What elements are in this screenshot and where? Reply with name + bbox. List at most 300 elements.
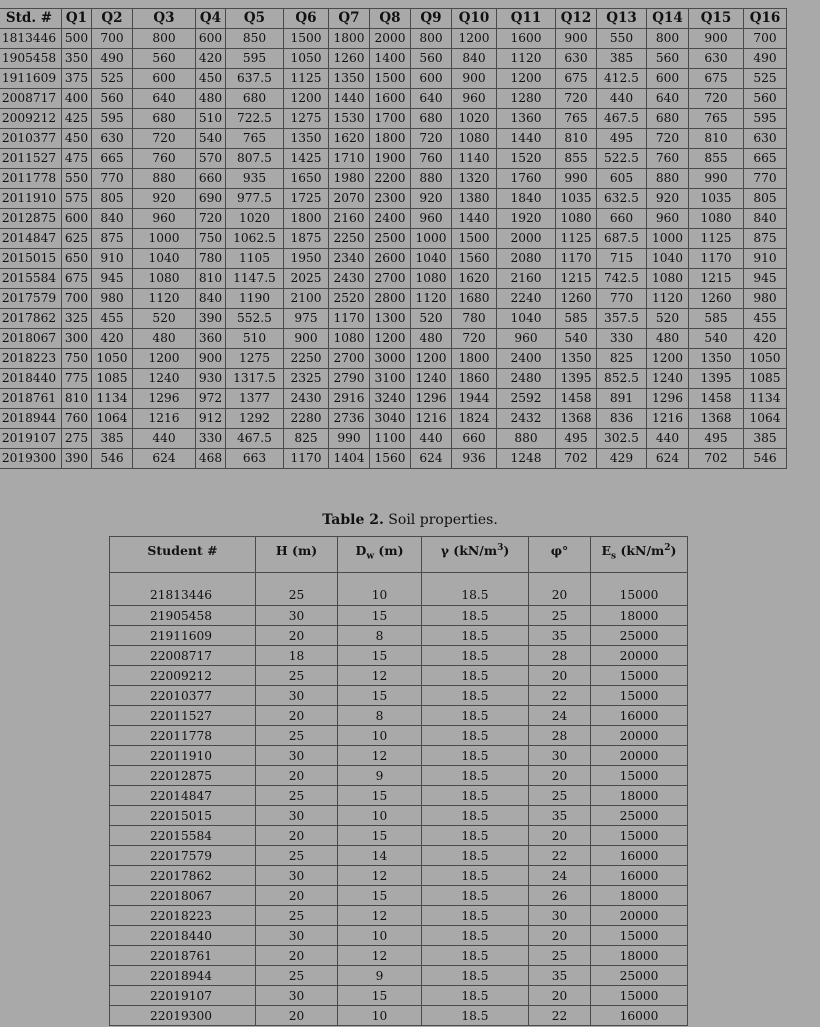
std-number-cell: 2019300 [0, 449, 62, 469]
dw-cell: 10 [338, 1006, 422, 1026]
value-cell: 600 [62, 209, 92, 229]
phi-cell: 35 [529, 626, 591, 646]
value-cell: 1296 [647, 389, 689, 409]
dw-cell: 8 [338, 626, 422, 646]
header-phi: φ° [529, 537, 591, 573]
value-cell: 920 [647, 189, 689, 209]
dw-cell: 15 [338, 986, 422, 1006]
es-cell: 16000 [591, 866, 688, 886]
value-cell: 760 [647, 149, 689, 169]
es-cell: 25000 [591, 806, 688, 826]
value-cell: 1080 [329, 329, 370, 349]
value-cell: 1300 [370, 309, 411, 329]
value-cell: 1440 [497, 129, 556, 149]
table-row [110, 826, 688, 846]
value-cell: 632.5 [597, 189, 647, 209]
value-cell: 1395 [689, 369, 744, 389]
value-cell: 836 [597, 409, 647, 429]
value-cell: 600 [647, 69, 689, 89]
gamma-cell: 18.5 [422, 986, 529, 1006]
gamma-cell: 18.5 [422, 786, 529, 806]
es-cell: 15000 [591, 666, 688, 686]
std-number-cell: 2018067 [0, 329, 62, 349]
value-cell: 510 [196, 109, 226, 129]
value-cell: 385 [744, 429, 787, 449]
value-cell: 1080 [133, 269, 196, 289]
value-cell: 630 [744, 129, 787, 149]
std-number-cell: 1905458 [0, 49, 62, 69]
value-cell: 1064 [92, 409, 133, 429]
std-number-cell: 2011910 [0, 189, 62, 209]
h-cell: 25 [256, 846, 338, 866]
dw-cell: 12 [338, 866, 422, 886]
soil-properties-table [109, 536, 688, 1026]
soil-header-row [110, 537, 688, 573]
value-cell: 1875 [284, 229, 329, 249]
value-cell: 977.5 [226, 189, 284, 209]
phi-cell: 35 [529, 966, 591, 986]
value-cell: 540 [556, 329, 597, 349]
value-cell: 552.5 [226, 309, 284, 329]
value-cell: 852.5 [597, 369, 647, 389]
value-cell: 1900 [370, 149, 411, 169]
value-cell: 1458 [689, 389, 744, 409]
value-cell: 750 [196, 229, 226, 249]
h-cell: 25 [256, 906, 338, 926]
value-cell: 429 [597, 449, 647, 469]
value-cell: 546 [92, 449, 133, 469]
value-cell: 1275 [226, 349, 284, 369]
header-q10: Q10 [452, 9, 497, 29]
table-row [110, 866, 688, 886]
dw-cell: 12 [338, 746, 422, 766]
value-cell: 1125 [556, 229, 597, 249]
value-cell: 440 [647, 429, 689, 449]
value-cell: 935 [226, 169, 284, 189]
value-cell: 637.5 [226, 69, 284, 89]
student-id-cell: 22018440 [110, 926, 256, 946]
value-cell: 875 [744, 229, 787, 249]
value-cell: 720 [133, 129, 196, 149]
h-cell: 30 [256, 866, 338, 886]
loads-header-row [0, 9, 787, 29]
value-cell: 690 [196, 189, 226, 209]
std-number-cell: 2018761 [0, 389, 62, 409]
value-cell: 1200 [452, 29, 497, 49]
table-row [110, 686, 688, 706]
student-id-cell: 22015584 [110, 826, 256, 846]
es-cell: 15000 [591, 686, 688, 706]
h-cell: 25 [256, 966, 338, 986]
soil-table-container [109, 536, 688, 1026]
value-cell: 495 [597, 129, 647, 149]
value-cell: 375 [62, 69, 92, 89]
value-cell: 687.5 [597, 229, 647, 249]
value-cell: 595 [744, 109, 787, 129]
phi-cell: 30 [529, 906, 591, 926]
value-cell: 2240 [497, 289, 556, 309]
gamma-cell: 18.5 [422, 926, 529, 946]
value-cell: 525 [92, 69, 133, 89]
value-cell: 960 [452, 89, 497, 109]
table-row [0, 169, 787, 189]
value-cell: 624 [647, 449, 689, 469]
value-cell: 1710 [329, 149, 370, 169]
value-cell: 1377 [226, 389, 284, 409]
phi-cell: 24 [529, 706, 591, 726]
value-cell: 1292 [226, 409, 284, 429]
value-cell: 920 [133, 189, 196, 209]
value-cell: 1860 [452, 369, 497, 389]
value-cell: 1062.5 [226, 229, 284, 249]
value-cell: 575 [62, 189, 92, 209]
value-cell: 1725 [284, 189, 329, 209]
value-cell: 468 [196, 449, 226, 469]
value-cell: 1350 [329, 69, 370, 89]
value-cell: 1216 [647, 409, 689, 429]
value-cell: 2790 [329, 369, 370, 389]
value-cell: 1404 [329, 449, 370, 469]
header-q12: Q12 [556, 9, 597, 29]
value-cell: 1080 [647, 269, 689, 289]
phi-cell: 28 [529, 726, 591, 746]
h-cell: 25 [256, 786, 338, 806]
value-cell: 3240 [370, 389, 411, 409]
h-cell: 30 [256, 986, 338, 1006]
value-cell: 302.5 [597, 429, 647, 449]
value-cell: 2500 [370, 229, 411, 249]
table-row [0, 369, 787, 389]
student-id-cell: 22009212 [110, 666, 256, 686]
value-cell: 570 [196, 149, 226, 169]
value-cell: 1200 [647, 349, 689, 369]
phi-cell: 22 [529, 1006, 591, 1026]
table-row [110, 926, 688, 946]
student-id-cell: 22011910 [110, 746, 256, 766]
value-cell: 605 [597, 169, 647, 189]
value-cell: 1035 [689, 189, 744, 209]
value-cell: 2700 [329, 349, 370, 369]
table-row [0, 109, 787, 129]
dw-cell: 15 [338, 786, 422, 806]
value-cell: 675 [689, 69, 744, 89]
student-id-cell: 21911609 [110, 626, 256, 646]
student-id-cell: 22018761 [110, 946, 256, 966]
h-cell: 20 [256, 1006, 338, 1026]
value-cell: 900 [452, 69, 497, 89]
value-cell: 840 [92, 209, 133, 229]
value-cell: 972 [196, 389, 226, 409]
phi-cell: 20 [529, 926, 591, 946]
value-cell: 975 [284, 309, 329, 329]
value-cell: 1240 [133, 369, 196, 389]
value-cell: 1120 [497, 49, 556, 69]
es-cell: 20000 [591, 726, 688, 746]
value-cell: 722.5 [226, 109, 284, 129]
value-cell: 1296 [411, 389, 452, 409]
header-q2: Q2 [92, 9, 133, 29]
value-cell: 1248 [497, 449, 556, 469]
value-cell: 425 [62, 109, 92, 129]
value-cell: 440 [597, 89, 647, 109]
dw-cell: 15 [338, 606, 422, 626]
value-cell: 1000 [411, 229, 452, 249]
value-cell: 2480 [497, 369, 556, 389]
value-cell: 600 [411, 69, 452, 89]
header-q14: Q14 [647, 9, 689, 29]
table-row [110, 966, 688, 986]
value-cell: 2300 [370, 189, 411, 209]
student-id-cell: 21813446 [110, 573, 256, 606]
value-cell: 1100 [370, 429, 411, 449]
phi-cell: 20 [529, 766, 591, 786]
value-cell: 945 [744, 269, 787, 289]
table-row [0, 49, 787, 69]
h-cell: 20 [256, 706, 338, 726]
table-row [110, 1006, 688, 1026]
value-cell: 1085 [744, 369, 787, 389]
value-cell: 595 [92, 109, 133, 129]
std-number-cell: 1911609 [0, 69, 62, 89]
value-cell: 350 [62, 49, 92, 69]
std-number-cell: 2018223 [0, 349, 62, 369]
value-cell: 760 [62, 409, 92, 429]
value-cell: 1560 [452, 249, 497, 269]
std-number-cell: 2017579 [0, 289, 62, 309]
value-cell: 2160 [329, 209, 370, 229]
table-row [0, 89, 787, 109]
es-cell: 15000 [591, 926, 688, 946]
value-cell: 1260 [689, 289, 744, 309]
table-row [110, 726, 688, 746]
h-cell: 30 [256, 606, 338, 626]
gamma-cell: 18.5 [422, 706, 529, 726]
value-cell: 900 [284, 329, 329, 349]
value-cell: 1080 [556, 209, 597, 229]
header-q8: Q8 [370, 9, 411, 29]
std-number-cell: 2014847 [0, 229, 62, 249]
value-cell: 520 [647, 309, 689, 329]
dw-cell: 10 [338, 926, 422, 946]
value-cell: 900 [196, 349, 226, 369]
student-id-cell: 22008717 [110, 646, 256, 666]
value-cell: 1260 [329, 49, 370, 69]
value-cell: 480 [133, 329, 196, 349]
value-cell: 450 [196, 69, 226, 89]
value-cell: 765 [226, 129, 284, 149]
value-cell: 1085 [92, 369, 133, 389]
value-cell: 660 [196, 169, 226, 189]
value-cell: 960 [133, 209, 196, 229]
value-cell: 420 [92, 329, 133, 349]
value-cell: 1458 [556, 389, 597, 409]
value-cell: 825 [284, 429, 329, 449]
gamma-cell: 18.5 [422, 906, 529, 926]
value-cell: 2000 [370, 29, 411, 49]
value-cell: 1200 [497, 69, 556, 89]
value-cell: 2400 [497, 349, 556, 369]
value-cell: 663 [226, 449, 284, 469]
h-cell: 20 [256, 886, 338, 906]
value-cell: 936 [452, 449, 497, 469]
value-cell: 1980 [329, 169, 370, 189]
phi-cell: 30 [529, 746, 591, 766]
es-cell: 18000 [591, 606, 688, 626]
value-cell: 770 [597, 289, 647, 309]
value-cell: 520 [411, 309, 452, 329]
value-cell: 1020 [226, 209, 284, 229]
value-cell: 1125 [689, 229, 744, 249]
value-cell: 742.5 [597, 269, 647, 289]
student-id-cell: 22015015 [110, 806, 256, 826]
header-q1: Q1 [62, 9, 92, 29]
value-cell: 1500 [370, 69, 411, 89]
table-caption [0, 512, 820, 528]
caption-label: Table 2. [322, 512, 384, 528]
h-cell: 20 [256, 946, 338, 966]
es-cell: 25000 [591, 626, 688, 646]
table-row [0, 349, 787, 369]
value-cell: 990 [556, 169, 597, 189]
value-cell: 550 [62, 169, 92, 189]
student-id-cell: 22014847 [110, 786, 256, 806]
value-cell: 475 [62, 149, 92, 169]
table-row [0, 449, 787, 469]
dw-cell: 10 [338, 806, 422, 826]
value-cell: 760 [411, 149, 452, 169]
value-cell: 780 [196, 249, 226, 269]
es-cell: 15000 [591, 986, 688, 1006]
value-cell: 510 [226, 329, 284, 349]
value-cell: 2800 [370, 289, 411, 309]
dw-cell: 15 [338, 886, 422, 906]
value-cell: 1000 [647, 229, 689, 249]
h-cell: 20 [256, 826, 338, 846]
value-cell: 1050 [744, 349, 787, 369]
value-cell: 2916 [329, 389, 370, 409]
value-cell: 715 [597, 249, 647, 269]
value-cell: 330 [196, 429, 226, 449]
value-cell: 495 [689, 429, 744, 449]
value-cell: 1240 [647, 369, 689, 389]
value-cell: 980 [92, 289, 133, 309]
value-cell: 2430 [284, 389, 329, 409]
phi-cell: 22 [529, 846, 591, 866]
value-cell: 2340 [329, 249, 370, 269]
value-cell: 680 [411, 109, 452, 129]
dw-cell: 9 [338, 966, 422, 986]
header-q16: Q16 [744, 9, 787, 29]
dw-cell: 15 [338, 826, 422, 846]
value-cell: 805 [92, 189, 133, 209]
gamma-cell: 18.5 [422, 1006, 529, 1026]
value-cell: 490 [744, 49, 787, 69]
value-cell: 800 [647, 29, 689, 49]
gamma-cell: 18.5 [422, 966, 529, 986]
value-cell: 770 [92, 169, 133, 189]
dw-cell: 12 [338, 906, 422, 926]
phi-cell: 25 [529, 606, 591, 626]
es-cell: 16000 [591, 1006, 688, 1026]
std-number-cell: 2017862 [0, 309, 62, 329]
caption-text: Soil properties. [383, 512, 498, 528]
es-cell: 16000 [591, 706, 688, 726]
value-cell: 1040 [411, 249, 452, 269]
gamma-cell: 18.5 [422, 846, 529, 866]
es-cell: 20000 [591, 646, 688, 666]
table-row [0, 129, 787, 149]
student-id-cell: 22017579 [110, 846, 256, 866]
h-cell: 30 [256, 926, 338, 946]
value-cell: 702 [556, 449, 597, 469]
value-cell: 1215 [689, 269, 744, 289]
table-row [0, 149, 787, 169]
value-cell: 1440 [452, 209, 497, 229]
std-number-cell: 2012875 [0, 209, 62, 229]
phi-cell: 35 [529, 806, 591, 826]
value-cell: 1800 [452, 349, 497, 369]
value-cell: 1040 [497, 309, 556, 329]
value-cell: 880 [647, 169, 689, 189]
value-cell: 624 [133, 449, 196, 469]
value-cell: 1040 [647, 249, 689, 269]
value-cell: 2200 [370, 169, 411, 189]
value-cell: 1240 [411, 369, 452, 389]
value-cell: 2400 [370, 209, 411, 229]
std-number-cell: 2011778 [0, 169, 62, 189]
value-cell: 3000 [370, 349, 411, 369]
value-cell: 357.5 [597, 309, 647, 329]
dw-cell: 12 [338, 666, 422, 686]
value-cell: 1400 [370, 49, 411, 69]
value-cell: 522.5 [597, 149, 647, 169]
value-cell: 1275 [284, 109, 329, 129]
dw-cell: 15 [338, 686, 422, 706]
value-cell: 500 [62, 29, 92, 49]
value-cell: 2100 [284, 289, 329, 309]
value-cell: 630 [92, 129, 133, 149]
value-cell: 1105 [226, 249, 284, 269]
h-cell: 30 [256, 746, 338, 766]
table-row [110, 746, 688, 766]
value-cell: 2432 [497, 409, 556, 429]
table-row [110, 626, 688, 646]
value-cell: 560 [744, 89, 787, 109]
value-cell: 1944 [452, 389, 497, 409]
table-row [110, 906, 688, 926]
table-row [110, 946, 688, 966]
h-cell: 20 [256, 766, 338, 786]
gamma-cell: 18.5 [422, 806, 529, 826]
dw-cell: 9 [338, 766, 422, 786]
value-cell: 600 [133, 69, 196, 89]
value-cell: 560 [133, 49, 196, 69]
value-cell: 1840 [497, 189, 556, 209]
table-row [0, 409, 787, 429]
es-cell: 25000 [591, 966, 688, 986]
value-cell: 700 [92, 29, 133, 49]
value-cell: 1700 [370, 109, 411, 129]
student-id-cell: 22010377 [110, 686, 256, 706]
loads-table [0, 8, 787, 469]
value-cell: 585 [556, 309, 597, 329]
value-cell: 1080 [689, 209, 744, 229]
value-cell: 2736 [329, 409, 370, 429]
value-cell: 1800 [284, 209, 329, 229]
value-cell: 640 [647, 89, 689, 109]
value-cell: 1170 [284, 449, 329, 469]
value-cell: 420 [196, 49, 226, 69]
